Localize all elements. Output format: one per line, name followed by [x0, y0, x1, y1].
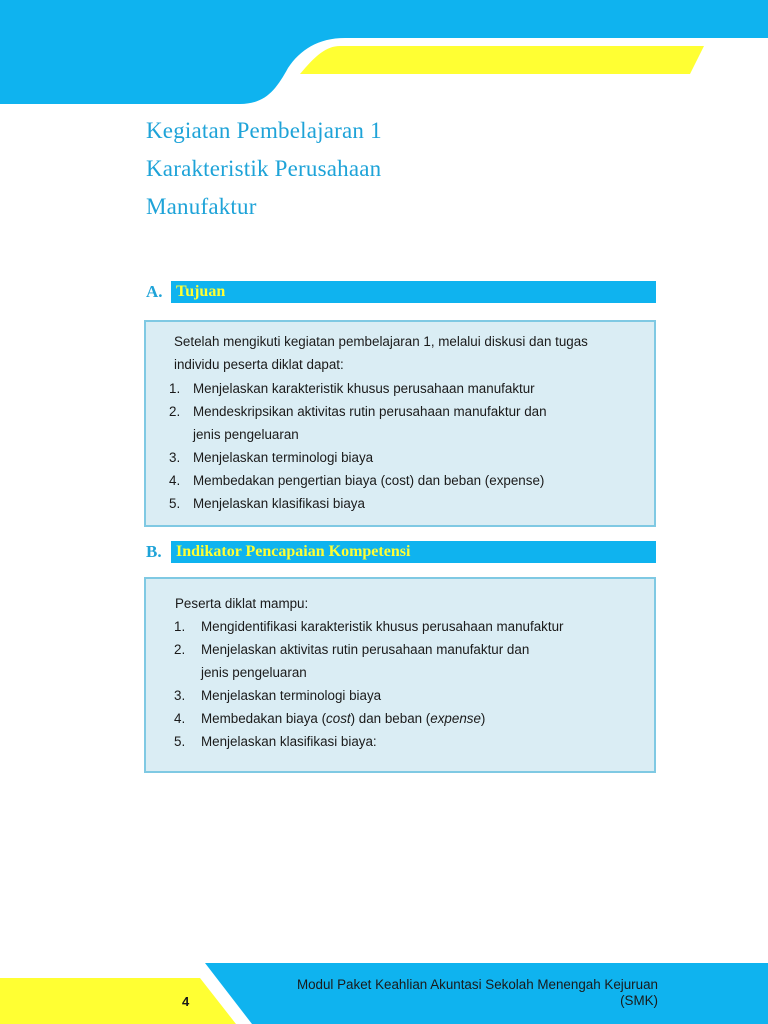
list-item-number: 2.	[169, 404, 181, 419]
text-part: )	[480, 711, 486, 726]
list-item-text: Mengidentifikasi karakteristik khusus perusahaan manufaktur	[201, 619, 564, 634]
section-b-bar	[171, 541, 656, 563]
page-title-line-1: Kegiatan Pembelajaran 1	[146, 118, 382, 143]
footer-line-1: Modul Paket Keahlian Akuntasi Sekolah Menengah Kejuruan	[296, 977, 658, 992]
section-a-bar	[171, 281, 656, 303]
list-item-text: Menjelaskan terminologi biaya	[201, 688, 382, 703]
text-part-italic: cost	[326, 711, 351, 726]
section-a-title: Tujuan	[176, 283, 226, 300]
list-item-number: 1.	[174, 619, 186, 634]
list-item-text: Menjelaskan terminologi biaya	[193, 450, 374, 465]
page-title-line-3: Manufaktur	[146, 194, 257, 219]
section-b-intro-line-1: Peserta diklat mampu:	[175, 596, 309, 611]
list-item-number: 5.	[174, 734, 186, 749]
list-item-text: jenis pengeluaran	[193, 427, 299, 442]
section-b-title: Indikator Pencapaian Kompetensi	[176, 543, 411, 560]
section-a-intro-line-2: individu peserta diklat dapat:	[174, 357, 344, 372]
text-part: Membedakan biaya (	[201, 711, 327, 726]
list-item-number: 1.	[169, 381, 181, 396]
footer-line-2: (SMK)	[620, 993, 658, 1008]
section-a-header	[144, 281, 656, 303]
page-number: 4	[182, 994, 190, 1009]
section-b-box	[144, 577, 656, 773]
list-item-number: 2.	[174, 642, 186, 657]
list-item-number: 3.	[169, 450, 181, 465]
list-item-text: Menjelaskan aktivitas rutin perusahaan manufaktur dan	[201, 642, 530, 657]
section-b-header	[144, 541, 656, 563]
text-part-italic: expense	[430, 711, 481, 726]
list-item-text: Menjelaskan karakteristik khusus perusahaan manufaktur	[193, 381, 535, 396]
list-item-text: Mendeskripsikan aktivitas rutin perusahaan manufaktur dan	[193, 404, 547, 419]
list-item-number: 4.	[174, 711, 186, 726]
list-item-text	[201, 707, 485, 730]
list-item-text: Membedakan pengertian biaya (cost) dan beban (expense)	[193, 473, 545, 488]
list-item-text: Menjelaskan klasifikasi biaya	[193, 496, 365, 511]
header-decoration	[0, 0, 768, 110]
section-a-intro-line-1: Setelah mengikuti kegiatan pembelajaran 1, melalui diskusi dan tugas	[174, 334, 588, 349]
list-item-text: jenis pengeluaran	[201, 665, 307, 680]
page-title-line-2: Karakteristik Perusahaan	[146, 156, 382, 181]
text-part: ) dan beban (	[350, 711, 431, 726]
footer-text	[297, 977, 658, 1009]
list-item-text: Menjelaskan klasifikasi biaya:	[201, 734, 377, 749]
list-item-number: 5.	[169, 496, 181, 511]
list-item-number: 3.	[174, 688, 186, 703]
section-a-box	[144, 320, 656, 527]
section-b-letter: B.	[146, 542, 162, 561]
list-item-number: 4.	[169, 473, 181, 488]
section-a-intro	[174, 330, 588, 376]
section-b-intro	[175, 592, 308, 615]
section-a-letter: A.	[146, 282, 163, 301]
